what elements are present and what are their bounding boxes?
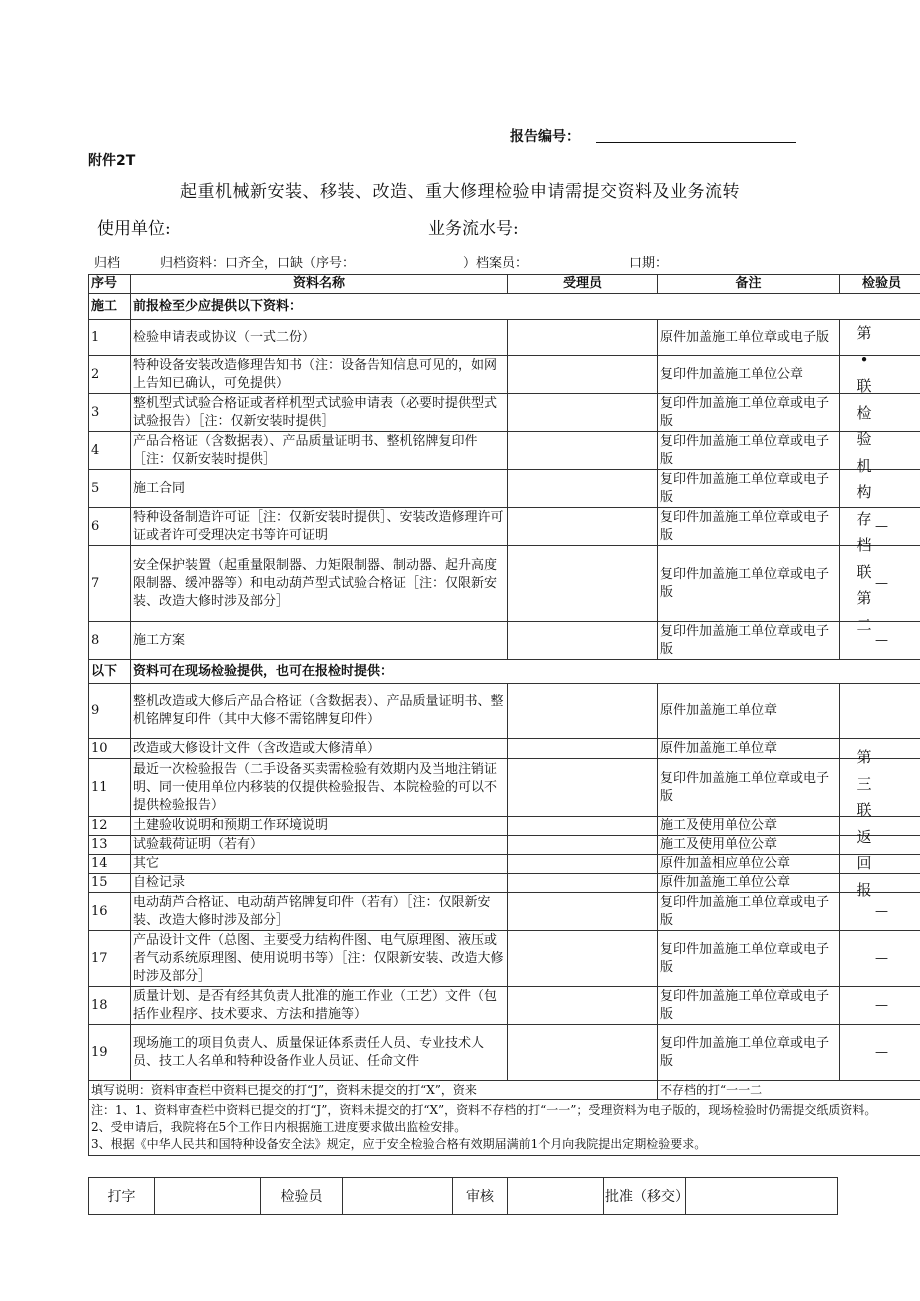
- section-left: 施工: [89, 294, 131, 320]
- row-clerk-check[interactable]: [508, 1025, 658, 1081]
- table-row: [89, 855, 920, 874]
- row-number: 7: [89, 546, 131, 622]
- row-note: 复印件加盖施工单位章或电子版: [658, 508, 840, 546]
- row-number: 13: [89, 836, 131, 855]
- table-row: [89, 546, 920, 622]
- row-clerk-check[interactable]: [508, 759, 658, 817]
- side-char: 档: [856, 536, 872, 554]
- table-row: [89, 893, 920, 931]
- row-number: 19: [89, 1025, 131, 1081]
- row-clerk-check[interactable]: [508, 356, 658, 394]
- sign-typist-label: 打字: [89, 1178, 155, 1215]
- archive-materials: 归档资料：口齐全，口缺（序号：: [160, 256, 356, 271]
- sign-inspector-field[interactable]: [343, 1178, 453, 1215]
- table-row: [89, 432, 920, 470]
- row-number: 5: [89, 470, 131, 508]
- archive-date: 口期：: [629, 256, 669, 271]
- table-row: [89, 874, 920, 893]
- note-item: 注：1、1、资料审查栏中资料已提交的打“J”，资料未提交的打“X”，资料不存档的打“一一”；受理资料为电子版的，现场检验时仍需提交纸质资料。: [91, 1103, 877, 1117]
- side-char: [852, 718, 876, 745]
- table-row: [89, 394, 920, 432]
- side-char: 第: [856, 748, 872, 766]
- row-number: 4: [89, 432, 131, 470]
- report-number-label: 报告编号：: [510, 129, 580, 145]
- table-row: [89, 508, 920, 546]
- table-row: [89, 817, 920, 836]
- side-char: 三: [856, 774, 872, 793]
- side-char: 存: [856, 509, 872, 528]
- row-material-name: 整机型式试验合格证或者样机型式试验申请表（必要时提供型式试验报告）［注：仅新安装时提供］: [131, 394, 508, 432]
- row-number: 14: [89, 855, 131, 874]
- row-material-name: 产品合格证（含数据表）、产品质量证明书、整机铭牌复印件［注：仅新安装时提供］: [131, 432, 508, 470]
- table-header: [89, 275, 920, 294]
- page-title: 起重机械新安装、移装、改造、重大修理检验申请需提交资料及业务流转: [180, 182, 740, 202]
- table-row: [89, 987, 920, 1025]
- side-char: 机: [856, 456, 872, 475]
- row-number: 12: [89, 817, 131, 836]
- archive-label: 归档: [94, 256, 121, 271]
- row-material-name: 现场施工的项目负责人、质量保证体系责任人员、专业技术人员、技工人名单和特种设备作业人员证、任命文件: [131, 1025, 508, 1081]
- table-row: [89, 684, 920, 739]
- sign-approve-label: 批准（移交）: [604, 1178, 686, 1215]
- row-number: 17: [89, 931, 131, 987]
- row-material-name: 电动葫芦合格证、电动葫芦铭牌复印件（若有）［注：仅限新安装、改造大修时涉及部分］: [131, 893, 508, 931]
- side-char: 检: [856, 403, 872, 422]
- row-clerk-check[interactable]: [508, 684, 658, 739]
- row-note: 复印件加盖施工单位章或电子版: [658, 893, 840, 931]
- sign-reviewer-field[interactable]: [508, 1178, 604, 1215]
- side-char: 构: [856, 483, 872, 501]
- row-inspector[interactable]: —: [840, 546, 920, 622]
- section-left: 以下: [89, 660, 131, 684]
- col-header-no: 序号: [89, 275, 131, 294]
- report-number-field[interactable]: [596, 142, 796, 143]
- row-material-name: 施工方案: [131, 622, 508, 660]
- note-item: 2、受申请后，我院将在5个工作日内根据施工进度要求做出监检安排。: [91, 1120, 467, 1134]
- materials-table: [88, 274, 920, 1156]
- row-note: 复印件加盖施工单位公章: [658, 356, 840, 394]
- row-material-name: 产品设计文件（总图、主要受力结构件图、电气原理图、液压或者气动系统原理图、使用说明书等）［注：仅限新安装、改造大修时涉及部分］: [131, 931, 508, 987]
- side-char: 第: [856, 589, 872, 607]
- side-char: 验: [856, 430, 872, 448]
- notes: [89, 1100, 920, 1156]
- row-material-name: 改造或大修设计文件（含改造或大修清单）: [131, 739, 508, 759]
- row-number: 3: [89, 394, 131, 432]
- sign-typist-field[interactable]: [155, 1178, 261, 1215]
- sign-inspector-label: 检验员: [261, 1178, 343, 1215]
- row-clerk-check[interactable]: [508, 546, 658, 622]
- row-clerk-check[interactable]: [508, 508, 658, 546]
- row-note: 原件加盖施工单位章: [658, 739, 840, 759]
- row-note: 复印件加盖施工单位章或电子版: [658, 394, 840, 432]
- table-row: [89, 739, 920, 759]
- row-note: 复印件加盖施工单位章或电子版: [658, 470, 840, 508]
- row-material-name: 特种设备安装改造修理告知书（注：设备告知信息可见的，如网上告知已确认，可免提供）: [131, 356, 508, 394]
- sign-reviewer-label: 审核: [453, 1178, 508, 1215]
- row-note: 复印件加盖施工单位章或电子版: [658, 1025, 840, 1081]
- row-number: 15: [89, 874, 131, 893]
- row-clerk-check[interactable]: [508, 320, 658, 356]
- fill-note-row: [89, 1081, 920, 1100]
- archive-line: [88, 252, 838, 270]
- section-header: [89, 294, 920, 320]
- row-number: 8: [89, 622, 131, 660]
- col-header-note: 备注: [658, 275, 840, 294]
- table-row: [89, 931, 920, 987]
- row-material-name: 施工合同: [131, 470, 508, 508]
- row-material-name: 土建验收说明和预期工作环境说明: [131, 817, 508, 836]
- row-note: 施工及使用单位公章: [658, 836, 840, 855]
- note-item: 3、根据《中华人民共和国特种设备安全法》规定，应于安全检验合格有效期届满前1个月向我院提出定期检验要求。: [91, 1137, 707, 1151]
- row-inspector[interactable]: —: [840, 508, 920, 546]
- row-note: 原件加盖相应单位公章: [658, 855, 840, 874]
- side-char: 第: [856, 324, 872, 342]
- row-material-name: 最近一次检验报告（二手设备买卖需检验有效期内及当地注销证明、同一使用单位内移装的仅提供检验报告、本院检验的可以不提供检验报告）: [131, 759, 508, 817]
- row-note: 复印件加盖施工单位章或电子版: [658, 432, 840, 470]
- row-material-name: 自检记录: [131, 874, 508, 893]
- row-number: 10: [89, 739, 131, 759]
- side-char: [852, 691, 876, 718]
- side-char: 联: [856, 801, 872, 819]
- row-material-name: 检验申请表或协议（一式二份）: [131, 320, 508, 356]
- section-title: 资料可在现场检验提供，也可在报检时提供：: [131, 660, 920, 684]
- row-material-name: 试验载荷证明（若有）: [131, 836, 508, 855]
- col-header-inspector: 检验员: [840, 275, 920, 294]
- side-char: 返: [856, 827, 872, 846]
- sign-approve-field[interactable]: [686, 1178, 838, 1215]
- row-note: 复印件加盖施工单位章或电子版: [658, 622, 840, 660]
- row-clerk-check[interactable]: [508, 836, 658, 855]
- row-material-name: 整机改造或大修后产品合格证（含数据表）、产品质量证明书、整机铭牌复印件（其中大修不需铭牌复印件）: [131, 684, 508, 739]
- row-clerk-check[interactable]: [508, 394, 658, 432]
- row-note: 复印件加盖施工单位章或电子版: [658, 987, 840, 1025]
- row-number: 18: [89, 987, 131, 1025]
- row-note: 复印件加盖施工单位章或电子版: [658, 546, 840, 622]
- table-row: [89, 622, 920, 660]
- side-char: [852, 665, 876, 692]
- side-char: 联: [856, 562, 872, 581]
- row-number: 2: [89, 356, 131, 394]
- table-row: [89, 320, 920, 356]
- user-unit-label: 使用单位:: [97, 219, 171, 239]
- flow-number-label: 业务流水号:: [428, 219, 519, 239]
- row-note: 原件加盖施工单位章或电子版: [658, 320, 840, 356]
- row-clerk-check[interactable]: [508, 893, 658, 931]
- row-note: 原件加盖施工单位章: [658, 684, 840, 739]
- notes-row: [89, 1100, 920, 1156]
- archive-clerk: ）档案员：: [463, 256, 529, 271]
- row-inspector[interactable]: —: [840, 987, 920, 1025]
- row-inspector[interactable]: —: [840, 1025, 920, 1081]
- side-copy-labels: [852, 320, 876, 903]
- row-material-name: 特种设备制造许可证［注：仅新安装时提供］、安装改造修理许可证或者许可受理决定书等许可证明: [131, 508, 508, 546]
- row-clerk-check[interactable]: [508, 622, 658, 660]
- attachment-label: 附件2T: [88, 153, 136, 169]
- table-row: [89, 759, 920, 817]
- row-clerk-check[interactable]: [508, 931, 658, 987]
- side-char: 二: [856, 615, 872, 634]
- row-inspector[interactable]: —: [840, 931, 920, 987]
- row-number: 16: [89, 893, 131, 931]
- table-row: [89, 836, 920, 855]
- section-title: 前报检至少应提供以下资料：: [131, 294, 920, 320]
- section-header: [89, 660, 920, 684]
- row-clerk-check[interactable]: [508, 739, 658, 759]
- fill-note-left: 填写说明：资料审查栏中资料已提交的打“J”，资料未提交的打“X”，资来: [89, 1081, 658, 1100]
- row-number: 1: [89, 320, 131, 356]
- side-char: 回: [856, 854, 872, 872]
- table-row: [89, 356, 920, 394]
- side-char: [852, 638, 876, 665]
- side-char: 联: [856, 377, 872, 395]
- row-number: 6: [89, 508, 131, 546]
- sign-table: [88, 1177, 838, 1215]
- side-char: •: [859, 350, 869, 369]
- row-clerk-check[interactable]: [508, 987, 658, 1025]
- row-inspector[interactable]: —: [840, 893, 920, 931]
- row-clerk-check[interactable]: [508, 855, 658, 874]
- table-row: [89, 1025, 920, 1081]
- row-material-name: 其它: [131, 855, 508, 874]
- col-header-clerk: 受理员: [508, 275, 658, 294]
- row-clerk-check[interactable]: [508, 470, 658, 508]
- row-number: 9: [89, 684, 131, 739]
- row-material-name: 质量计划、是否有经其负责人批准的施工作业（工艺）文件（包括作业程序、技术要求、方法和措施等）: [131, 987, 508, 1025]
- row-note: 复印件加盖施工单位章或电子版: [658, 931, 840, 987]
- row-inspector[interactable]: —: [840, 622, 920, 660]
- fill-note-right: 不存档的打“一一二: [658, 1081, 920, 1100]
- table-row: [89, 470, 920, 508]
- row-clerk-check[interactable]: [508, 432, 658, 470]
- row-note: 原件加盖施工单位公章: [658, 874, 840, 893]
- row-material-name: 安全保护装置（起重量限制器、力矩限制器、制动器、起升高度限制器、缓冲器等）和电动葫芦型式试验合格证［注：仅限新安装、改造大修时涉及部分］: [131, 546, 508, 622]
- row-clerk-check[interactable]: [508, 874, 658, 893]
- row-note: 施工及使用单位公章: [658, 817, 840, 836]
- row-note: 复印件加盖施工单位章或电子版: [658, 759, 840, 817]
- side-char: 报: [856, 880, 872, 899]
- row-number: 11: [89, 759, 131, 817]
- col-header-name: 资料名称: [131, 275, 508, 294]
- row-clerk-check[interactable]: [508, 817, 658, 836]
